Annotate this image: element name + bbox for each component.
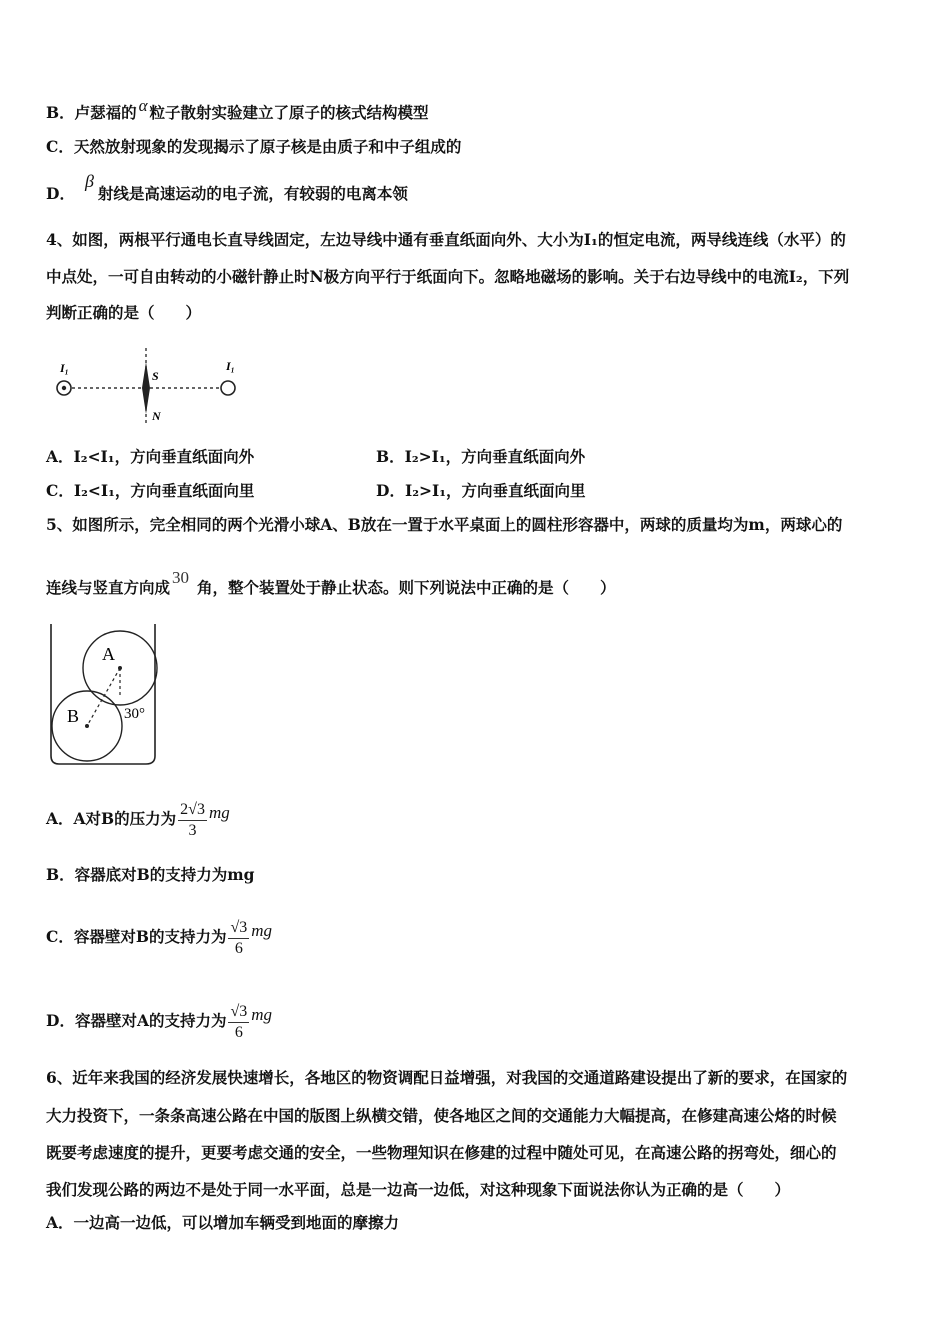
- magnetic-needle: [142, 362, 150, 414]
- q5-option-b: B．容器底对B的支持力为mg: [46, 865, 255, 884]
- q3-option-b: [46, 96, 429, 123]
- q4-option-b: B．I₂>I₁，方向垂直纸面向外: [376, 447, 586, 466]
- q4-option-c: C．I₂<I₁，方向垂直纸面向里: [46, 481, 255, 500]
- mg-symbol: mg: [208, 803, 230, 822]
- q3-option-b-tail: 粒子散射实验建立了原子的核式结构模型: [149, 103, 429, 122]
- q6-option-a: A．一边高一边低，可以增加车辆受到地面的摩擦力: [46, 1213, 400, 1232]
- q4-wires-figure: [46, 340, 256, 430]
- q4-stem-line2: 中点处，一可自由转动的小磁针静止时N极方向平行于纸面向下。忽略地磁场的影响。关于右边导线中的电流I₂，下列: [46, 267, 850, 286]
- fraction-denominator: 6: [234, 1023, 243, 1041]
- beta-symbol: β: [84, 171, 94, 191]
- q3-option-b-text: B．卢瑟福的: [46, 103, 137, 122]
- q3-option-d: [46, 171, 408, 204]
- q5-option-d-text: D．容器壁对A的支持力为: [46, 1011, 227, 1030]
- angle-label: 30°: [124, 706, 145, 722]
- q6-stem-line1: 6、近年来我国的经济发展快速增长，各地区的物资调配日益增强，对我国的交通道路建设提出了新的要求，在国家的: [46, 1068, 848, 1087]
- fraction-denominator: 3: [188, 821, 197, 839]
- q4-stem-line1: 4、如图，两根平行通电长直导线固定，左边导线中通有垂直纸面向外、大小为I₁的恒定电流，两导线连线（水平）的: [46, 230, 846, 249]
- ball-a-center: [118, 666, 122, 670]
- alpha-symbol: α: [138, 96, 148, 115]
- q5-stem-line2-end: 角，整个装置处于静止状态。则下列说法中正确的是（ ）: [197, 578, 616, 597]
- left-wire-dot: [62, 386, 66, 390]
- q5-option-a: [46, 790, 230, 842]
- q6-stem-line3: 既要考虑速度的提升，更要考虑交通的安全，一些物理知识在修建的过程中随处可见，在高速公路的拐弯处，细心的: [46, 1143, 837, 1162]
- q5-stem-line1: 5、如图所示，完全相同的两个光滑小球A、B放在一置于水平桌面上的圆柱形容器中，两球的质量均为m，两球心的: [46, 515, 843, 534]
- q5-option-c-text: C．容器壁对B的支持力为: [46, 927, 227, 946]
- q3-option-d-text: D．: [46, 184, 75, 203]
- needle-n-label: N: [152, 409, 161, 423]
- q4-right-label: I₁: [226, 359, 235, 373]
- q5-option-c: [46, 908, 272, 960]
- q5-option-d: [46, 992, 272, 1044]
- q6-stem-line2: 大力投资下，一条条高速公路在中国的版图上纵横交错，使各地区之间的交通能力大幅提高，在修建高速公烙的时候: [46, 1106, 837, 1125]
- q5-container-figure: [46, 622, 166, 770]
- q4-stem-line3: 判断正确的是（ ）: [46, 303, 202, 322]
- fraction-sqrt3-over-6: [228, 1002, 249, 1043]
- fraction-2sqrt3-over-3: [178, 800, 207, 841]
- q5-stem-line2: [46, 568, 616, 598]
- fraction-sqrt3-over-6: [228, 918, 249, 959]
- q4-option-a: A．I₂<I₁，方向垂直纸面向外: [46, 447, 255, 466]
- ball-b-label: B: [67, 706, 80, 726]
- center-line: [87, 668, 120, 726]
- right-wire-circle: [221, 381, 235, 395]
- q5-option-a-text: A．A对B的压力为: [46, 809, 177, 828]
- ball-a-label: A: [102, 644, 115, 664]
- q4-left-label: I₁: [60, 361, 69, 375]
- mg-symbol: mg: [251, 921, 273, 940]
- fraction-numerator: √3: [228, 1002, 249, 1023]
- q3-option-d-tail: 射线是高速运动的电子流，有较弱的电离本领: [97, 184, 408, 203]
- ball-b-center: [85, 724, 89, 728]
- needle-s-label: S: [152, 369, 159, 383]
- mg-symbol: mg: [251, 1005, 273, 1024]
- q6-stem-line4: 我们发现公路的两边不是处于同一水平面，总是一边高一边低，对这种现象下面说法你认为正确的是（ ）: [46, 1180, 791, 1199]
- fraction-denominator: 6: [234, 939, 243, 957]
- q4-option-d: D．I₂>I₁，方向垂直纸面向里: [376, 481, 586, 500]
- q5-angle-value: 30: [172, 568, 190, 587]
- fraction-numerator: 2√3: [178, 800, 207, 821]
- q5-stem-line2-start: 连线与竖直方向成: [46, 578, 171, 597]
- fraction-numerator: √3: [228, 918, 249, 939]
- q3-option-c: C．天然放射现象的发现揭示了原子核是由质子和中子组成的: [46, 137, 462, 156]
